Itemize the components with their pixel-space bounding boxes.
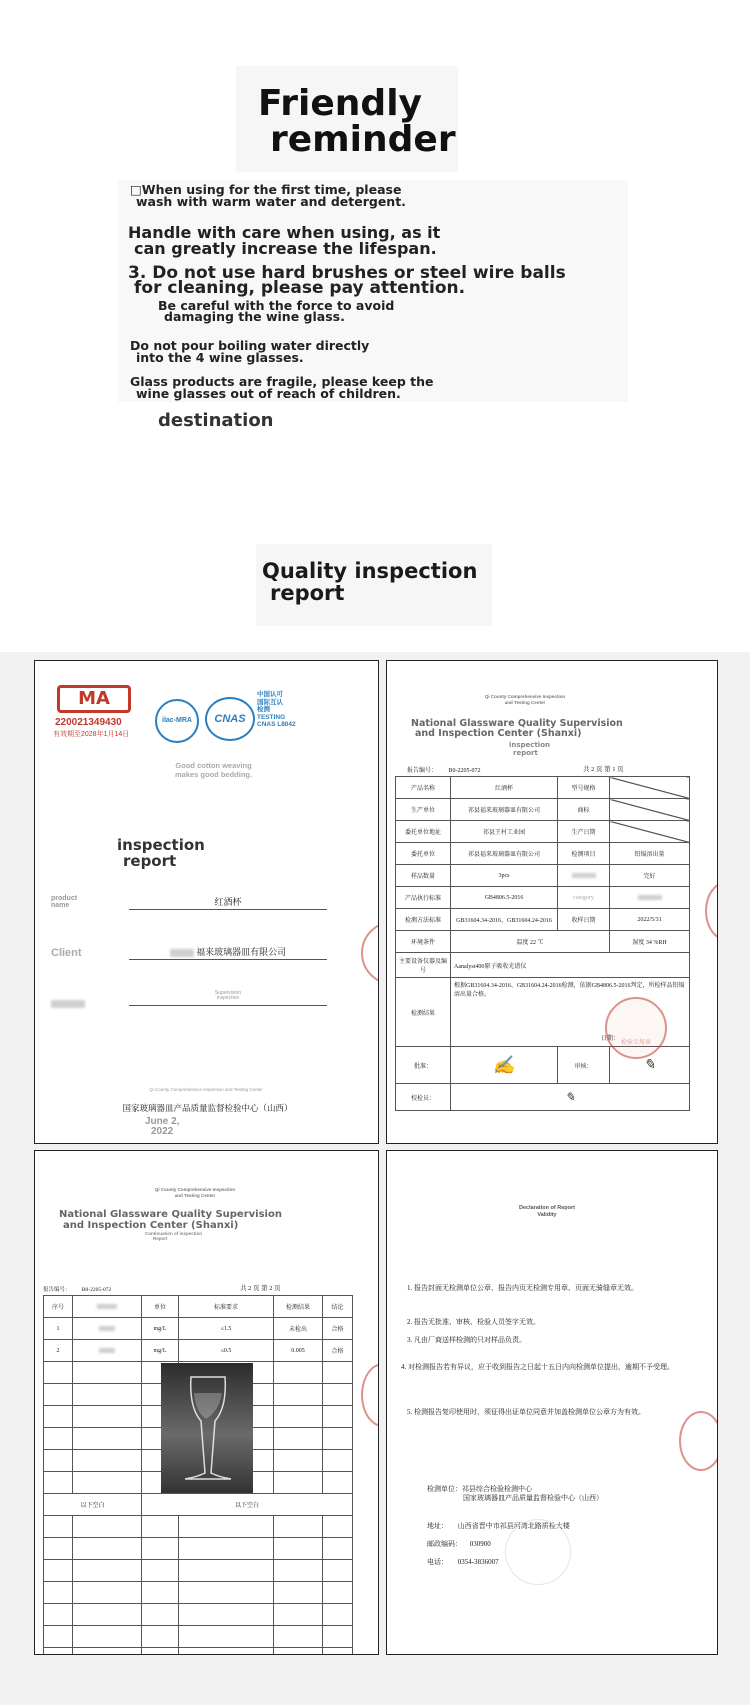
- reminder-item-1: □When using for the first time, please wash with warm water and detergent.: [130, 182, 406, 209]
- table-row: 样品数量 3pcs 完好: [396, 865, 690, 887]
- cover-center-cn: 国家玻璃器皿产品质量监督检验中心（山西）: [122, 1103, 293, 1113]
- reminder-item-3: 3. Do not use hard brushes or steel wire balls for cleaning, please pay attention.: [128, 263, 566, 298]
- page2-report-no: 报告编号： B0-2205-072: [43, 1287, 112, 1293]
- type-label-blurred: [51, 995, 85, 1013]
- cnas-caption: 中国认可 国际互认 检测 TESTING CNAS L8042: [257, 691, 296, 728]
- table-row: 主要设备仪器及编号 Aanalyst400原子吸收光谱仪: [396, 953, 690, 978]
- testing-unit: 检测单位：祁县综合检验检测中心 国家玻璃器皿产品质量监督检验中心（山西）: [427, 1485, 603, 1502]
- cover-heading: inspection report: [117, 836, 205, 870]
- reviewer-signature: ✎: [643, 1057, 656, 1073]
- reminder-item-2: Handle with care when using, as it can greatly increase the lifespan.: [128, 223, 441, 258]
- declaration-item-4: 4. 对检测报告若有异议，应于收到报告之日起十五日内向检测单位提出，逾期不予受理。: [401, 1363, 674, 1371]
- declaration-page: [386, 1150, 718, 1655]
- telephone: 电话： 0354-3836007: [427, 1558, 499, 1566]
- wine-glass-icon: [161, 1363, 253, 1493]
- table-row: 2 mg/L ≤0.5 0.005 合格: [44, 1340, 353, 1362]
- cover-date: June 2, 2022: [145, 1116, 180, 1137]
- reminder-footer-word: destination: [158, 410, 274, 431]
- table-row: 1 mg/L ≤1.5 未检出 合格: [44, 1318, 353, 1340]
- reminder-title-line2: reminder: [270, 119, 456, 160]
- page2-title: National Glassware Quality Supervision and Inspection Center (Shanxi): [59, 1209, 282, 1231]
- page1-small-title: Qi County Comprehensive Inspection and Testing Center: [484, 694, 566, 705]
- quality-title: Quality inspection report: [262, 559, 478, 605]
- table-row: 产品执行标准 GB4806.5-2016 category: [396, 887, 690, 909]
- table-row: 委托单位地址 祁县王村工业园 生产日期: [396, 821, 690, 843]
- table-header-row: 序号 单位 标准要求 检测结果 结论: [44, 1296, 353, 1318]
- table-row: 生产单位 祁县福来玻璃器皿有限公司 商标: [396, 799, 690, 821]
- side-seal: [361, 1363, 379, 1427]
- table-row: 环境条件 温度 22 ℃ 湿度 34 %RH: [396, 931, 690, 953]
- inspector-signature: ✎: [564, 1090, 576, 1104]
- report-page-2: [34, 1150, 379, 1655]
- cma-logo: MA: [57, 685, 131, 713]
- table-row: [44, 1604, 353, 1626]
- report-cover-page: [34, 660, 379, 1144]
- page1-info-table: [395, 776, 690, 1111]
- inspection-seal: 检验专用章: [605, 997, 667, 1059]
- address: 地址： 山西省晋中市祁县河湾北路质检大楼: [427, 1522, 570, 1530]
- table-row: 产品名称 红酒杯 型号规格: [396, 777, 690, 799]
- product-name-label: product name: [51, 895, 78, 909]
- type-value: Supervision inspection: [214, 990, 242, 1001]
- table-row: 校检员： ✎: [396, 1084, 690, 1111]
- page2-small-title: Qi County Comprehensive Inspection and Testing Center: [154, 1187, 236, 1198]
- cover-watermark: Good cotton weaving makes good bedding.: [175, 761, 253, 779]
- reminder-item-6: Glass products are fragile, please keep the wine glasses out of reach of children.: [130, 374, 434, 401]
- result-date: 日期：: [600, 1036, 619, 1042]
- page2-subtitle: Continuation of inspection Report: [145, 1231, 202, 1241]
- table-row: [44, 1626, 353, 1648]
- reminder-title: [258, 83, 456, 160]
- table-row: 委托单位 祁县福来玻璃器皿有限公司 检测项目 铅镉溶出量: [396, 843, 690, 865]
- reminder-item-4: Be careful with the force to avoid damaging the wine glass.: [158, 298, 395, 324]
- page1-title: National Glassware Quality Supervision and Inspection Center (Shanxi): [411, 718, 623, 739]
- table-row: [44, 1538, 353, 1560]
- table-row: [44, 1648, 353, 1656]
- report-page-1: [386, 660, 718, 1144]
- table-row: [44, 1560, 353, 1582]
- ilac-logo: ilac-MRA: [155, 699, 199, 743]
- table-row: 检测方法标准 GB31604.34-2016、GB31604.24-2016 收样日期 2022/5/31: [396, 909, 690, 931]
- client-label: Client: [51, 947, 82, 959]
- table-row: [44, 1516, 353, 1538]
- cma-date: 有效期至2028年1月14日: [53, 731, 130, 738]
- table-row: [44, 1582, 353, 1604]
- type-underline: [129, 1005, 327, 1006]
- table-row: 批准： ✍ 审核： ✎: [396, 1047, 690, 1084]
- declaration-title: Declaration of Report Validity: [519, 1205, 575, 1218]
- page1-page-number: 共 2 页 第 1 页: [583, 766, 624, 773]
- wine-glass-photo: [161, 1363, 253, 1493]
- cover-center-small: Qi County Comprehensive Inspection and Testing Center: [149, 1087, 263, 1092]
- declaration-item-3: 3. 凡由厂商送样检测的只对样品负责。: [407, 1336, 526, 1344]
- client-value: 福来玻璃器皿有限公司: [129, 945, 327, 958]
- page1-subtitle: inspection report: [509, 741, 550, 757]
- seal-stamp: [361, 921, 379, 985]
- cnas-logo: CNAS: [205, 697, 255, 741]
- client-underline: [129, 959, 327, 960]
- product-name-value: 红酒杯: [214, 897, 242, 907]
- declaration-item-1: 1. 报告封面无检测单位公章、报告内页无检测专用章、页面无骑缝章无效。: [407, 1284, 638, 1292]
- faded-seal-watermark: [505, 1519, 571, 1585]
- table-row: 以下空白 以下空白: [44, 1494, 353, 1516]
- reminder-title-line1: Friendly: [258, 83, 423, 124]
- declaration-item-2: 2. 报告无批准、审核、检验人员签字无效。: [407, 1318, 540, 1326]
- approver-signature: ✍: [492, 1054, 516, 1076]
- side-seal: [679, 1411, 718, 1471]
- cma-number: 220021349430: [55, 717, 122, 728]
- product-underline: [129, 909, 327, 910]
- side-seal: [705, 881, 718, 941]
- page2-page-number: 共 2 页 第 2 页: [240, 1285, 281, 1292]
- redacted-block: [170, 949, 194, 957]
- page1-report-no: 报告编号： B0-2205-072: [407, 768, 481, 774]
- result-text: 根据GB31604.34-2016、GB31604.24-2016检测，依据GB4806.5-2016判定，所检样品铅镉溶出量合格。: [454, 983, 685, 998]
- postal-code: 邮政编码： 030900: [427, 1540, 491, 1548]
- footer-band: [0, 1692, 750, 1705]
- table-row: 检测结果 根据GB31604.34-2016、GB31604.24-2016检测，依据GB4806.5-2016判定，所检样品铅镉溶出量合格。 日期：: [396, 978, 690, 1047]
- declaration-item-5: 5. 检测报告复印使用时，须征得出证单位同意并加盖检测单位公章方为有效。: [407, 1408, 645, 1416]
- reminder-item-5: Do not pour boiling water directly into the 4 wine glasses.: [130, 338, 370, 365]
